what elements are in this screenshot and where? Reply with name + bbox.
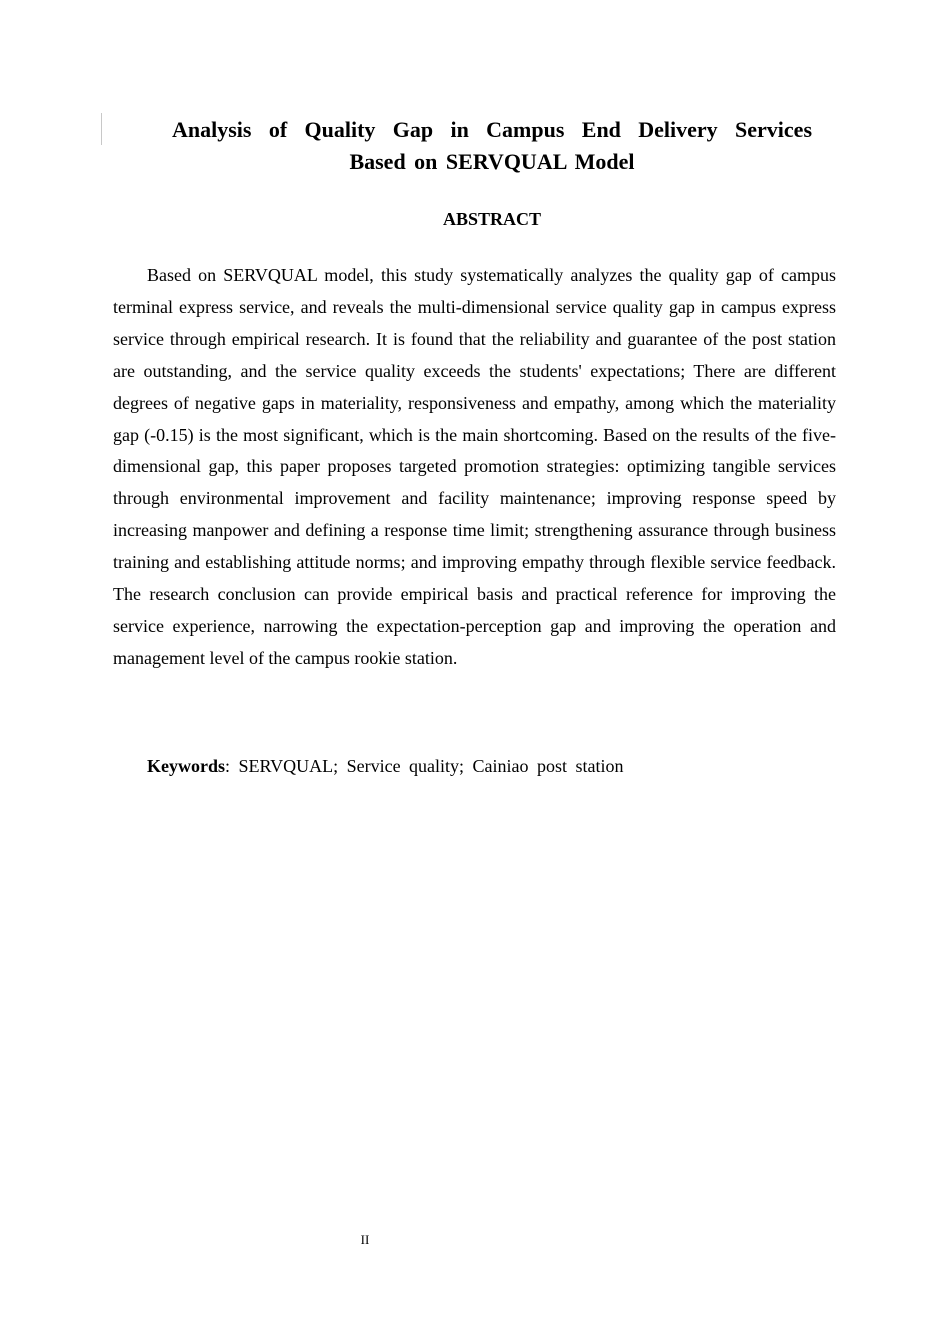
margin-marker-line xyxy=(101,113,102,145)
keywords-label: Keywords xyxy=(147,756,225,776)
keywords-value: SERVQUAL; Service quality; Cainiao post station xyxy=(238,756,624,776)
keywords-line xyxy=(147,751,624,782)
title-line-1: Analysis of Quality Gap in Campus End Delivery Services xyxy=(172,117,812,142)
paper-title xyxy=(150,114,834,178)
page-number: II xyxy=(360,1232,370,1247)
title-line-2: Based on SERVQUAL Model xyxy=(349,149,635,174)
abstract-paragraph: Based on SERVQUAL model, this study systematically analyzes the quality gap of campus terminal express service, and reveals the multi-dimensional service quality gap in campus express service through empirical research. It is found that the reliability and guarantee of the post station are outstanding, and the service quality exceeds the students' expectations; There are different degrees of negative gaps in materiality, responsiveness and empathy, among which the materiality gap (-0.15) is the most significant, which is the main shortcoming. Based on the results of the five-dimensional gap, this paper proposes targeted promotion strategies: optimizing tangible services through environmental improvement and facility maintenance; improving response speed by increasing manpower and defining a response time limit; strengthening assurance through business training and establishing attitude norms; and improving empathy through flexible service feedback. The research conclusion can provide empirical basis and practical reference for improving the service experience, narrowing the expectation-perception gap and improving the operation and management level of the campus rookie station. xyxy=(113,265,836,668)
abstract-heading: ABSTRACT xyxy=(442,209,542,229)
keywords-separator: : xyxy=(225,756,231,776)
